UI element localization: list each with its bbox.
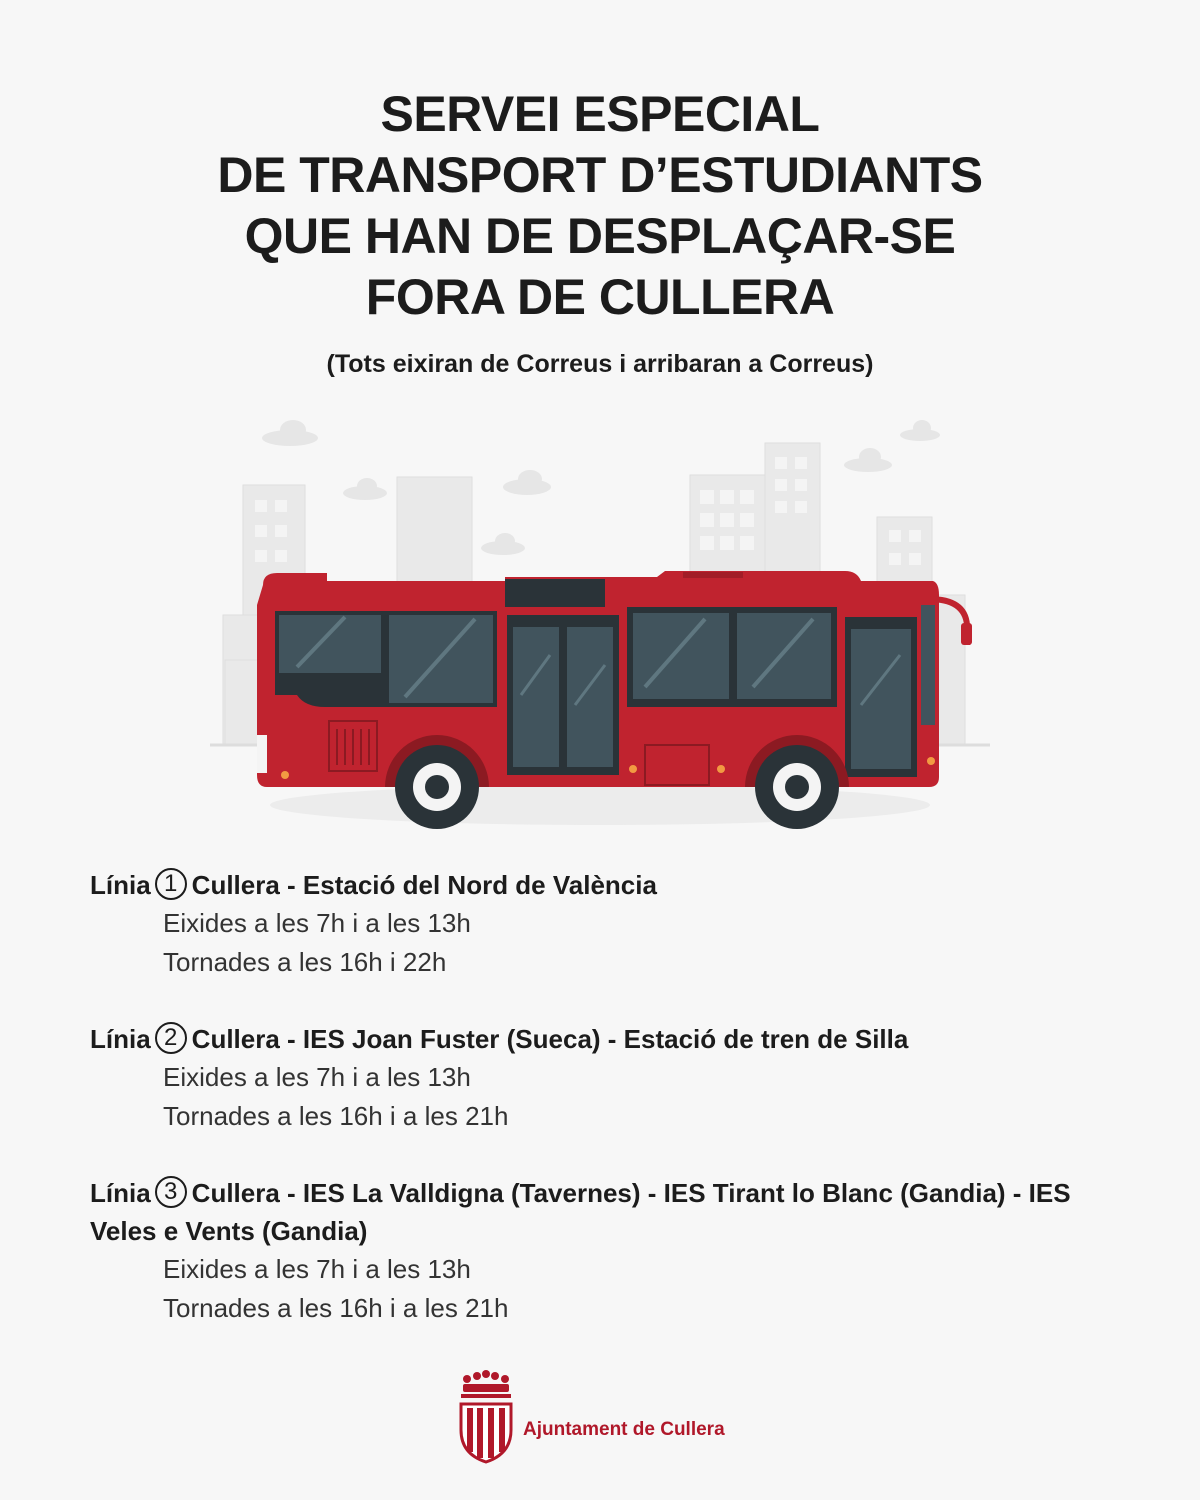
coat-of-arms-icon — [455, 1370, 517, 1465]
routes-list — [90, 866, 1120, 1366]
title-line: SERVEI ESPECIAL — [380, 86, 820, 142]
route-number-badge: 2 — [155, 1022, 187, 1054]
subtitle: (Tots eixiran de Correus i arribaran a Correus) — [326, 350, 874, 378]
route-prefix: Línia — [90, 870, 151, 900]
poster-title — [0, 84, 1200, 328]
bus-illustration — [205, 405, 995, 845]
route-departures: Eixides a les 7h i a les 13h — [163, 1062, 471, 1092]
route-name: Cullera - Estació del Nord de València — [191, 870, 657, 900]
route-prefix: Línia — [90, 1024, 151, 1054]
route-heading — [90, 866, 1120, 904]
route-heading — [90, 1174, 1120, 1250]
route-name: Cullera - IES Joan Fuster (Sueca) - Estació de tren de Silla — [191, 1024, 909, 1054]
route-name: Cullera - IES La Valldigna (Tavernes) - IES Tirant lo Blanc (Gandia) - IES Veles e Vents (Gandia) — [90, 1178, 1071, 1246]
logo-text: Ajuntament de Cullera — [523, 1419, 725, 1440]
route-returns: Tornades a les 16h i a les 21h — [163, 1101, 509, 1131]
ajuntament-logo — [455, 1370, 755, 1465]
route-line-1 — [90, 866, 1120, 982]
route-departures: Eixides a les 7h i a les 13h — [163, 908, 471, 938]
title-line: DE TRANSPORT D’ESTUDIANTS — [217, 147, 983, 203]
route-line-3 — [90, 1174, 1120, 1328]
route-returns: Tornades a les 16h i 22h — [163, 947, 447, 977]
route-line-2 — [90, 1020, 1120, 1136]
title-line: QUE HAN DE DESPLAÇAR-SE — [244, 208, 956, 264]
route-number-badge: 3 — [155, 1176, 187, 1208]
route-departures: Eixides a les 7h i a les 13h — [163, 1254, 471, 1284]
title-line: FORA DE CULLERA — [365, 269, 835, 325]
route-returns: Tornades a les 16h i a les 21h — [163, 1293, 509, 1323]
route-number-badge: 1 — [155, 868, 187, 900]
route-heading — [90, 1020, 1120, 1058]
route-prefix: Línia — [90, 1178, 151, 1208]
